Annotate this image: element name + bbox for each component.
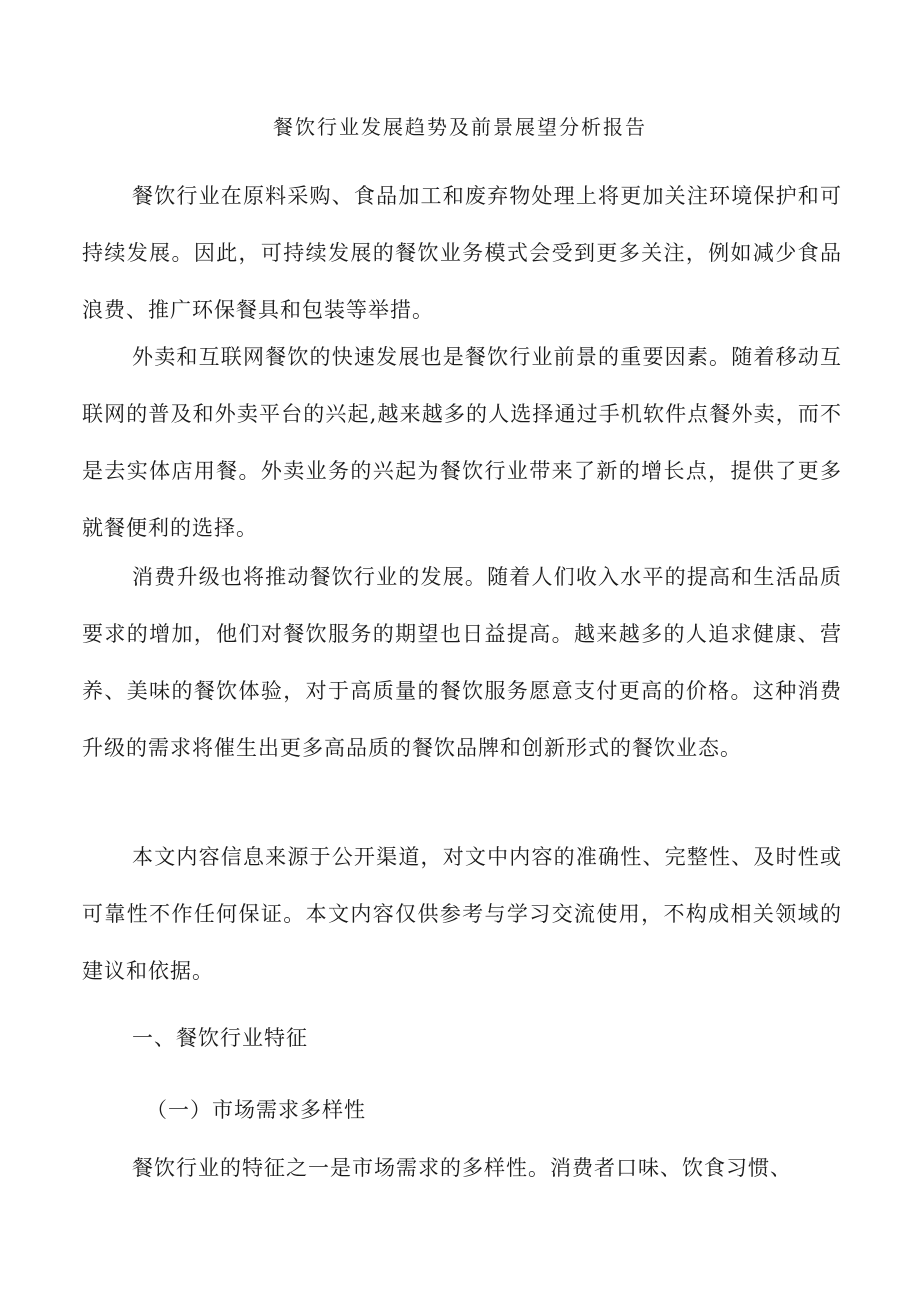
paragraph-consumption-upgrade: 消费升级也将推动餐饮行业的发展。随着人们收入水平的提高和生活品质要求的增加，他们对餐饮服务的期望也日益提高。越来越多的人追求健康、营养、美味的餐饮体验，对于高质量的餐饮服务愿意支付更高的价格。这种消费升级的需求将催生出更多高品质的餐饮品牌和创新形式的餐饮业态。	[82, 565, 842, 760]
section-heading: 一、餐饮行业特征	[132, 1026, 308, 1050]
paragraph-sustainability: 餐饮行业在原料采购、食品加工和废弃物处理上将更加关注环境保护和可持续发展。因此，可持续发展的餐饮业务模式会受到更多关注，例如减少食品浪费、推广环保餐具和包装等举措。	[82, 184, 842, 322]
paragraph-market-diversity: 餐饮行业的特征之一是市场需求的多样性。消费者口味、饮食习惯、	[132, 1156, 792, 1180]
paragraph-takeout: 外卖和互联网餐饮的快速发展也是餐饮行业前景的重要因素。随着移动互联网的普及和外卖平台的兴起,越来越多的人选择通过手机软件点餐外卖，而不是去实体店用餐。外卖业务的兴起为餐饮行业带来了新的增长点，提供了更多就餐便利的选择。	[82, 345, 842, 540]
document-title: 餐饮行业发展趋势及前景展望分析报告	[273, 115, 647, 139]
subsection-heading: （一）市场需求多样性	[146, 1098, 366, 1122]
paragraph-disclaimer: 本文内容信息来源于公开渠道，对文中内容的准确性、完整性、及时性或可靠性不作任何保证。本文内容仅供参考与学习交流使用，不构成相关领域的建议和依据。	[82, 845, 842, 983]
